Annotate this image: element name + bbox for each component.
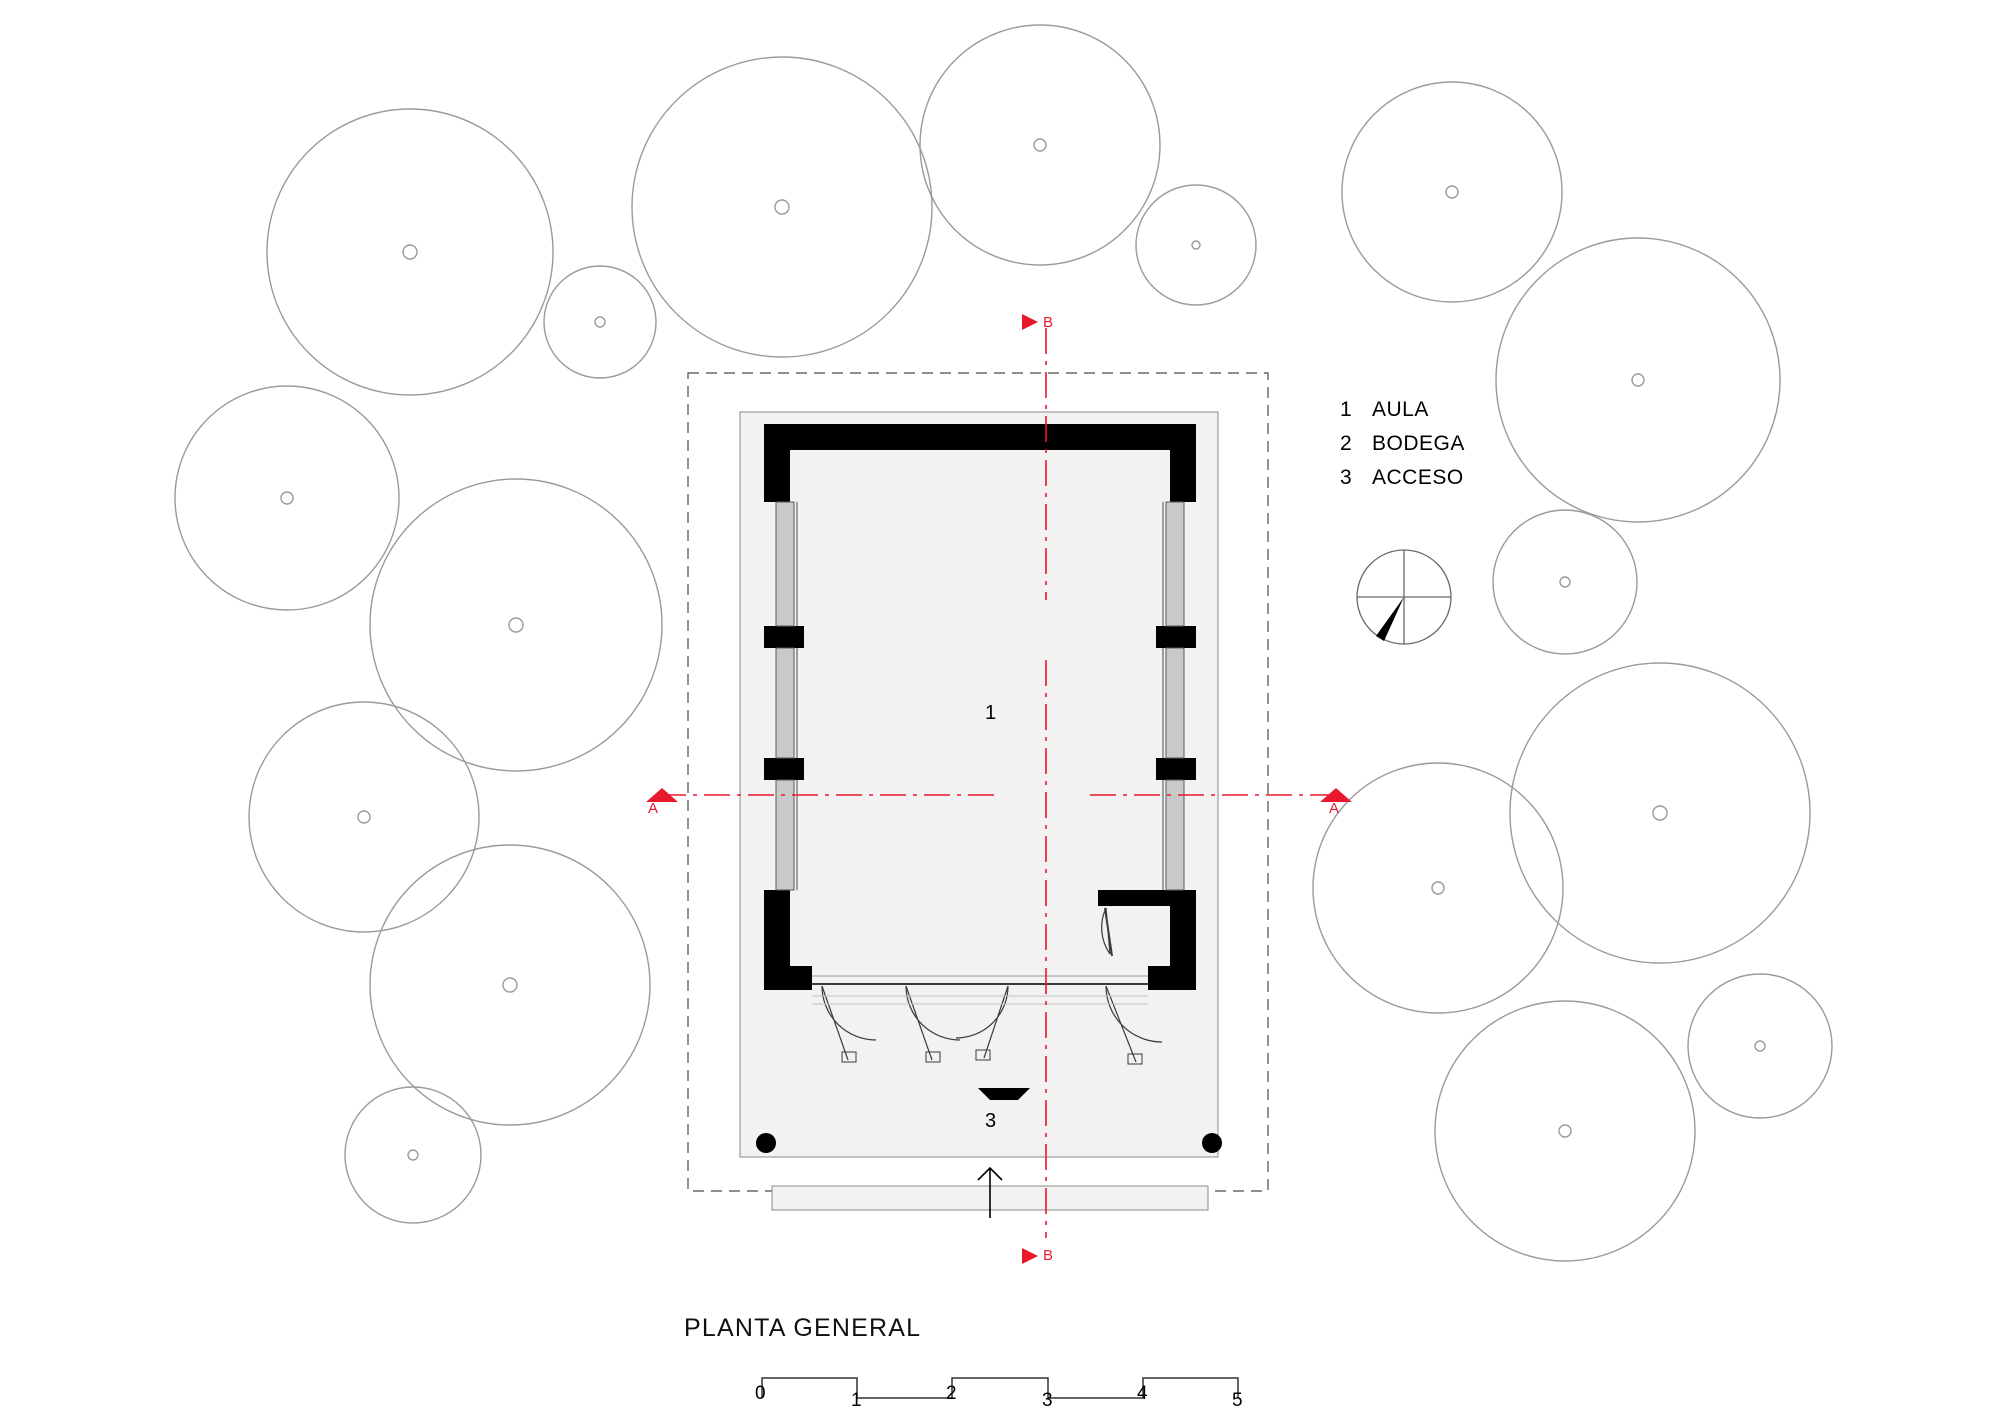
wall-sw-foot (764, 966, 812, 990)
window-west-3 (776, 780, 794, 890)
section-label-a-right: A (1329, 800, 1340, 817)
scale-tick-5: 5 (1232, 1390, 1243, 1411)
window-east-2 (1166, 648, 1184, 758)
wall-east-pier-1 (1156, 626, 1196, 648)
wall-west-pier-2 (764, 758, 804, 780)
wall-se-foot (1148, 966, 1196, 990)
wall-ne-return (1170, 424, 1196, 502)
room-tag-bodega: 2 (1185, 930, 1197, 952)
wall-east-pier-2 (1156, 758, 1196, 780)
wall-north (764, 424, 1196, 450)
window-east-3 (1166, 780, 1184, 890)
legend-item-bodega (1340, 427, 1465, 461)
section-label-b-top: B (1043, 314, 1054, 331)
section-arrow-b-top (1022, 314, 1038, 330)
section-label-a-left: A (648, 800, 659, 817)
room-tag-acceso: 3 (985, 1110, 997, 1132)
legend-item-bodega-label: BODEGA (1372, 432, 1465, 455)
legend-item-acceso-label: ACCESO (1372, 466, 1464, 489)
legend-item-acceso-number: 3 (1340, 466, 1353, 489)
scale-tick-3: 3 (1042, 1390, 1053, 1411)
window-east-1 (1166, 502, 1184, 626)
column-sw (756, 1133, 776, 1153)
window-west-2 (776, 648, 794, 758)
legend (1340, 393, 1465, 495)
legend-item-aula (1340, 393, 1465, 427)
legend-item-acceso (1340, 461, 1465, 495)
scale-tick-4: 4 (1137, 1383, 1148, 1404)
page-title: PLANTA GENERAL (684, 1314, 922, 1342)
room-tag-aula: 1 (985, 702, 997, 724)
window-west-1 (776, 502, 794, 626)
wall-bodega-left (1098, 890, 1112, 906)
legend-item-bodega-number: 2 (1340, 432, 1353, 455)
legend-item-aula-label: AULA (1372, 398, 1429, 421)
scale-tick-0: 0 (755, 1383, 766, 1404)
scale-bar (762, 1378, 1238, 1398)
scale-tick-2: 2 (946, 1383, 957, 1404)
section-label-b-bottom: B (1043, 1247, 1054, 1264)
column-se (1202, 1133, 1222, 1153)
section-arrow-b-bottom (1022, 1248, 1038, 1264)
north-arrow-needle (1376, 597, 1404, 641)
scale-tick-1: 1 (851, 1390, 862, 1411)
legend-item-aula-number: 1 (1340, 398, 1353, 421)
wall-bodega-top (1098, 890, 1196, 906)
wall-west-pier-1 (764, 626, 804, 648)
wall-nw-return (764, 424, 790, 502)
